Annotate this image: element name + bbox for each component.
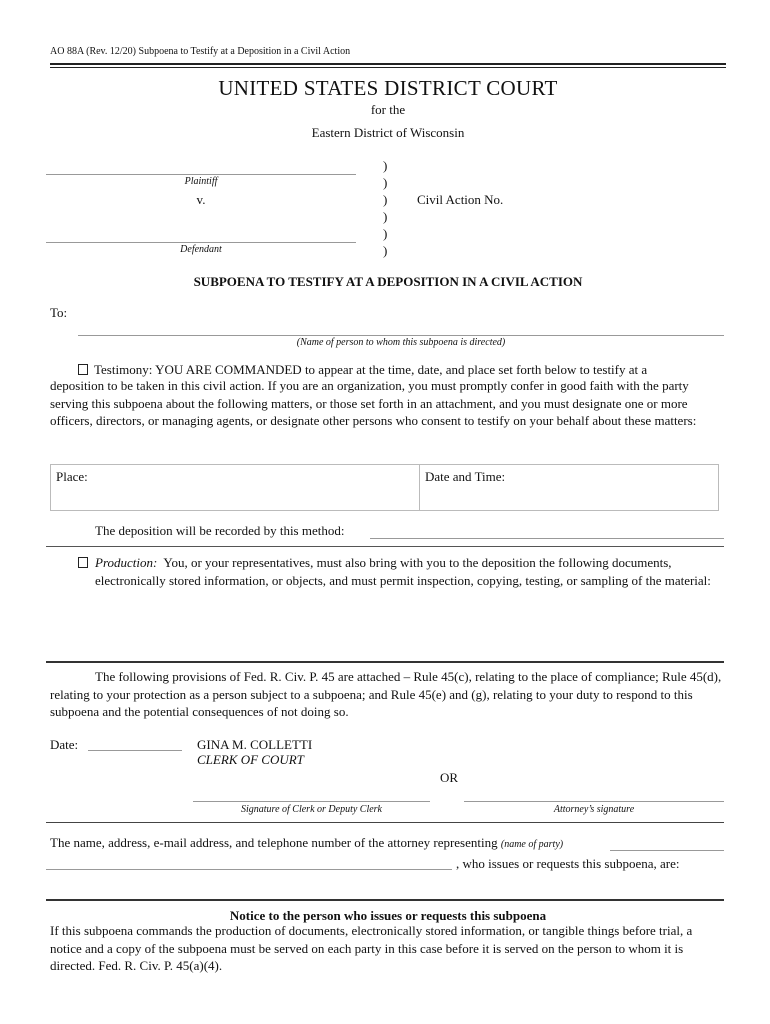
caption-paren: ) (383, 226, 388, 241)
attorney-intro-line (50, 834, 563, 854)
caption-paren: ) (383, 209, 388, 224)
attorney-suffix: , who issues or requests this subpoena, are: (456, 856, 680, 871)
box-divider (419, 465, 420, 510)
caption-paren: ) (383, 243, 388, 258)
party-name-line[interactable] (610, 850, 724, 851)
testimony-paragraph: deposition to be taken in this civil action. If you are an organization, you must promptly confer in good faith with the party serving this subpoena about the following matters, or those set forth in an attachment, and you must designate one or more officers, directors, or managing agents, or designate other persons who consent to testify on your behalf about these matters: (50, 378, 697, 428)
versus-text: v. (196, 192, 206, 207)
or-text: OR (440, 770, 459, 785)
party-name-line-2[interactable] (46, 869, 452, 870)
plaintiff-line[interactable] (46, 174, 356, 175)
for-the-text: for the (370, 102, 406, 117)
production-checkbox[interactable] (78, 557, 88, 568)
section-rule (46, 899, 724, 901)
production-text: You, or your representatives, must also bring with you to the deposition the following documents, electronically stored information, or objects, and must permit inspection, copying, testing, or sampling of the material: (95, 555, 711, 588)
notice-body: If this subpoena commands the production of documents, electronically stored information, or tangible things before trial, a notice and a copy of the subpoena must be served on each party in this case before it is served on the person to whom it is directed. Fed. R. Civ. P. 45(a)(4). (50, 923, 693, 973)
provisions-paragraph: The following provisions of Fed. R. Civ. P. 45 are attached – Rule 45(c), relating to the place of compliance; Rule 45(d), relating to your protection as a person subject to a subpoena; and Rule 45(e) and (g), relating to your duty to respond to this subpoena and the potential consequences of not doing so. (50, 669, 722, 719)
section-rule (46, 822, 724, 823)
name-of-party-label: (name of party) (500, 839, 564, 850)
clerk-name: GINA M. COLLETTI (197, 737, 313, 752)
civil-action-label: Civil Action No. (417, 192, 504, 207)
production-label: Production: (95, 555, 158, 570)
date-line[interactable] (88, 750, 182, 751)
recipient-caption: (Name of person to whom this subpoena is directed) (296, 337, 506, 348)
production-checkbox-wrap (78, 554, 94, 572)
section-rule (46, 546, 724, 547)
method-line[interactable] (370, 538, 724, 539)
defendant-line[interactable] (46, 242, 356, 243)
notice-title: Notice to the person who issues or requests this subpoena (229, 908, 547, 923)
attorney-signature-caption: Attorney’s signature (553, 804, 635, 815)
to-label: To: (50, 305, 68, 320)
date-label: Date: (50, 737, 79, 752)
header-rule-bottom (50, 67, 726, 68)
clerk-signature-line[interactable] (193, 801, 430, 802)
form-code: AO 88A (Rev. 12/20) Subpoena to Testify at a Deposition in a Civil Action (50, 46, 351, 57)
attorney-signature-line[interactable] (464, 801, 724, 802)
caption-paren: ) (383, 192, 388, 207)
section-rule (46, 661, 724, 663)
header-rule-top (50, 63, 726, 65)
caption-paren: ) (383, 175, 388, 190)
clerk-title: CLERK OF COURT (197, 752, 304, 767)
recipient-line[interactable] (78, 335, 724, 336)
datetime-label: Date and Time: (425, 469, 506, 484)
defendant-label: Defendant (180, 244, 222, 255)
method-label: The deposition will be recorded by this method: (95, 523, 345, 538)
district-name: Eastern District of Wisconsin (311, 125, 465, 140)
production-paragraph (95, 554, 725, 589)
clerk-signature-caption: Signature of Clerk or Deputy Clerk (241, 804, 382, 815)
court-title: UNITED STATES DISTRICT COURT (218, 76, 558, 100)
caption-paren: ) (383, 158, 388, 173)
place-label: Place: (56, 469, 88, 484)
testimony-checkbox[interactable] (78, 364, 88, 375)
attorney-intro: The name, address, e-mail address, and telephone number of the attorney representing (50, 835, 498, 850)
testimony-lead-text: Testimony: YOU ARE COMMANDED to appear at the time, date, and place set forth below to testify at a (94, 362, 648, 377)
subpoena-title: SUBPOENA TO TESTIFY AT A DEPOSITION IN A CIVIL ACTION (193, 274, 583, 289)
plaintiff-label: Plaintiff (184, 176, 218, 187)
place-datetime-box (50, 464, 719, 511)
